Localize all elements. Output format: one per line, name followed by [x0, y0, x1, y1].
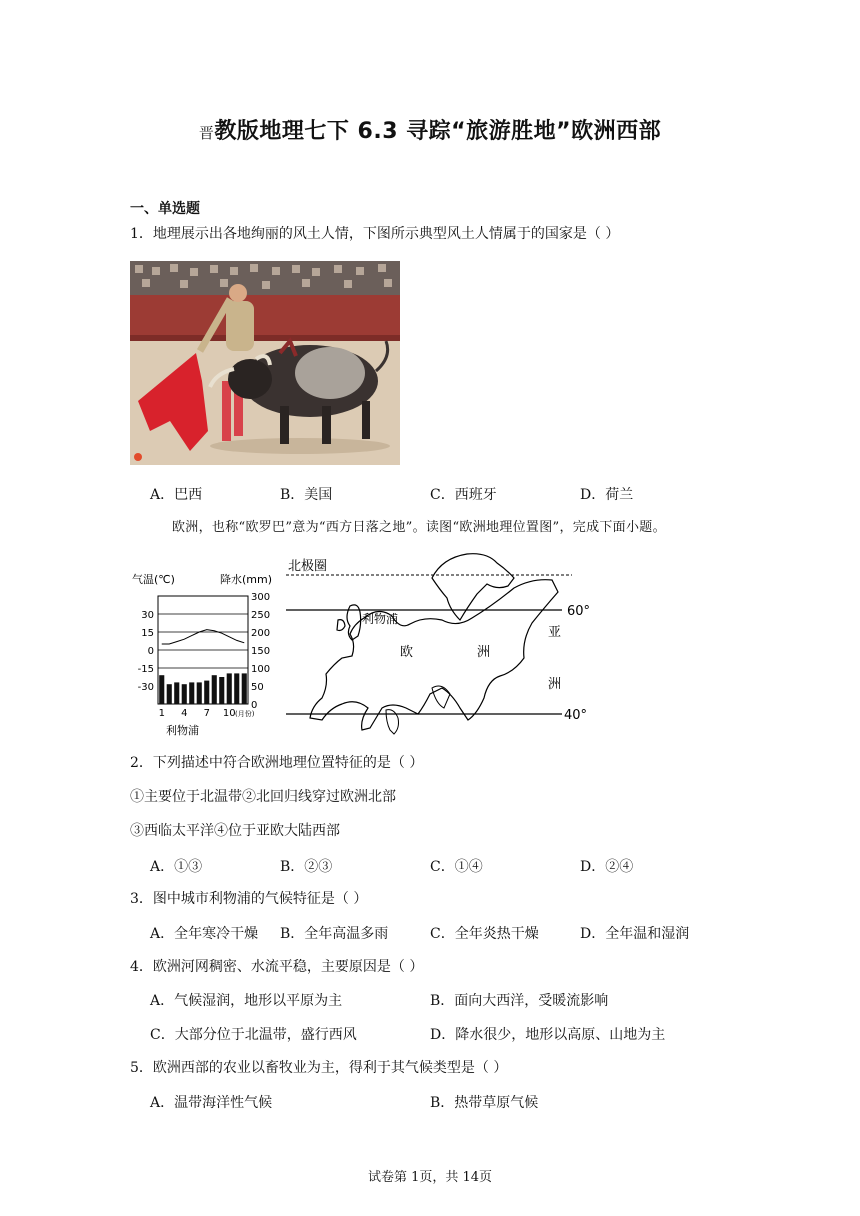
- temperature-tick-label: 15: [141, 628, 154, 639]
- precipitation-bar: [197, 682, 202, 704]
- q4-stem: 4．欧洲河网稠密、水流平稳，主要原因是（ ）: [130, 959, 424, 975]
- asia-label-2: 洲: [548, 677, 562, 692]
- intro-paragraph: 欧洲，也称“欧罗巴”意为“西方日落之地”。读图“欧洲地理位置图”，完成下面小题。: [172, 520, 666, 535]
- precipitation-bar: [242, 673, 247, 704]
- q5-option-a: A．温带海洋性气候: [150, 1095, 273, 1111]
- precipitation-bar: [174, 682, 179, 704]
- q1-option-a: A．巴西: [150, 487, 203, 503]
- precipitation-tick-label: 250: [251, 610, 271, 621]
- europe-label-1: 欧: [400, 645, 414, 660]
- q3-option-a: A．全年寒冷干燥: [150, 926, 259, 942]
- arctic-circle-label: 北极圈: [288, 559, 328, 574]
- q2-statement-2: ③西临太平洋④位于亚欧大陆西部: [130, 823, 340, 839]
- q3-option-b: B．全年高温多雨: [280, 926, 389, 942]
- title-prefix: 晋: [198, 124, 215, 142]
- q4-option-b: B．面向大西洋，受暖流影响: [430, 993, 609, 1009]
- bullfight-photo: [130, 261, 400, 465]
- climate-left-label: 气温(℃): [132, 573, 175, 586]
- q1-stem: 1．地理展示出各地绚丽的风土人情，下图所示典型风土人情属于的国家是（ ）: [130, 226, 620, 242]
- precipitation-tick-label: 200: [251, 628, 271, 639]
- q5-stem: 5．欧洲西部的农业以畜牧业为主，得利于其气候类型是（ ）: [130, 1060, 508, 1076]
- lat-40-label: 40°: [564, 708, 588, 723]
- temperature-tick-label: 0: [147, 646, 154, 657]
- q2-stem: 2．下列描述中符合欧洲地理位置特征的是（ ）: [130, 755, 424, 771]
- greece-outline: [432, 686, 450, 708]
- precipitation-tick-label: 50: [251, 682, 264, 693]
- precipitation-bar: [219, 677, 224, 704]
- precipitation-bar: [182, 684, 187, 704]
- precipitation-bar: [234, 673, 239, 704]
- month-tick-label: 1: [158, 708, 165, 719]
- precipitation-bar: [227, 673, 232, 704]
- page-footer: 试卷第 1页，共 14页: [367, 1170, 493, 1185]
- precipitation-tick-label: 100: [251, 664, 271, 675]
- climate-right-label: 降水(mm): [220, 573, 273, 586]
- italy-outline: [386, 710, 399, 734]
- q4-option-d: D．降水很少，地形以高原、山地为主: [430, 1027, 666, 1043]
- precipitation-bar: [159, 675, 164, 704]
- q2-statement-1: ①主要位于北温带②北回归线穿过欧洲北部: [130, 789, 396, 805]
- precipitation-bar: [212, 675, 217, 704]
- liverpool-map-label: 利物浦: [362, 612, 399, 626]
- europe-outline: [310, 580, 558, 730]
- temperature-tick-label: -30: [137, 682, 154, 693]
- temperature-tick-label: 30: [141, 610, 154, 621]
- month-tick-label: 7: [203, 708, 210, 719]
- climate-city-label: 利物浦: [166, 724, 199, 737]
- title-main: 教版地理七下 6.3 寻踪“旅游胜地”欧洲西部: [214, 119, 662, 144]
- page-title: [0, 114, 860, 145]
- q3-option-c: C．全年炎热干燥: [430, 926, 539, 942]
- q1-option-b: B．美国: [280, 487, 333, 503]
- precipitation-tick-label: 150: [251, 646, 271, 657]
- q1-option-c: C．西班牙: [430, 487, 497, 503]
- q4-option-c: C．大部分位于北温带，盛行西风: [150, 1027, 357, 1043]
- asia-label-1: 亚: [548, 625, 562, 640]
- europe-label-2: 洲: [477, 645, 491, 660]
- month-tick-label: 4: [181, 708, 188, 719]
- temperature-tick-label: -15: [137, 664, 154, 675]
- q2-option-b: B．②③: [280, 859, 333, 875]
- q3-option-d: D．全年温和湿润: [580, 926, 690, 942]
- month-unit-label: (月份): [235, 710, 255, 718]
- q5-option-b: B．热带草原气候: [430, 1095, 539, 1111]
- precipitation-tick-label: 0: [251, 700, 258, 711]
- ireland-outline: [337, 620, 345, 631]
- q4-option-a: A．气候湿润，地形以平原为主: [150, 993, 343, 1009]
- section-heading: 一、单选题: [130, 201, 200, 217]
- precipitation-bar: [189, 682, 194, 704]
- q2-option-d: D．②④: [580, 859, 634, 875]
- q2-option-a: A．①③: [150, 859, 203, 875]
- q2-option-c: C．①④: [430, 859, 483, 875]
- month-tick-label: 10: [222, 708, 236, 719]
- q1-option-d: D．荷兰: [580, 487, 634, 503]
- lat-60-label: 60°: [567, 604, 591, 619]
- climate-chart: [128, 568, 278, 740]
- precipitation-bar: [204, 681, 209, 704]
- precipitation-bar: [167, 684, 172, 704]
- q3-stem: 3．图中城市利物浦的气候特征是（ ）: [130, 891, 368, 907]
- precipitation-tick-label: 300: [251, 592, 271, 603]
- europe-map: [282, 548, 592, 738]
